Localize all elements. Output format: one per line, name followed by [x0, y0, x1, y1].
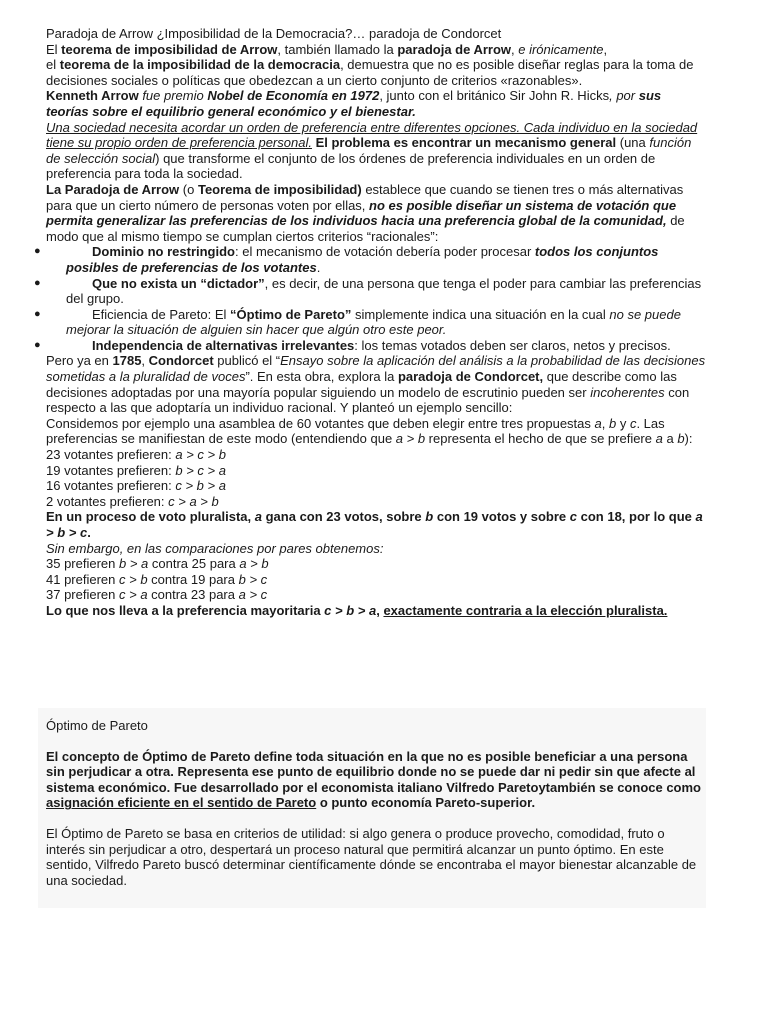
arrow-paradox-paragraph: La Paradoja de Arrow (o Teorema de imposibilidad) establece que cuando se tienen tres o más alternativas para que un cierto número de personas voten por ellas, no es posible diseñar un sistema de votación que permita generalizar las preferencias de los individuos hacia una preferencia global de la comunidad, de modo que al mismo tiempo se cumplan ciertos criterios “racionales”:	[46, 181, 685, 244]
pair-line: 41 prefieren c > b contra 19 para b > c	[46, 571, 268, 587]
social-choice-paragraph: Una sociedad necesita acordar un orden de preferencia entre diferentes opciones. Cada individuo en la sociedad tiene su propio orden de preferencia personal. El problema es encontrar un mecanismo general (una función de selección social) que transforme el conjunto de los órdenes de preferencia individuales en un orden de preferencia para toda la sociedad.	[46, 119, 698, 182]
bullet-icon: ●	[34, 338, 41, 351]
criteria-list	[34, 244, 706, 353]
vote-line: 2 votantes prefieren: c > a > b	[46, 493, 219, 509]
list-item: ● Dominio no restringido: el mecanismo de votación debería poder procesar todos los conjuntos posibles de preferencias de los votantes.	[34, 244, 659, 275]
vote-line: 19 votantes prefieren: b > c > a	[46, 462, 226, 478]
pairwise-intro: Sin embargo, en las comparaciones por pares obtenemos:	[46, 540, 384, 556]
bullet-icon: ●	[34, 245, 41, 258]
vote-line: 23 votantes prefieren: a > c > b	[46, 447, 226, 463]
pairwise-comparisons	[46, 556, 706, 603]
document-heading: Paradoja de Arrow ¿Imposibilidad de la Democracia?… paradoja de Condorcet	[46, 26, 502, 41]
vote-line: 16 votantes prefieren: c > b > a	[46, 478, 226, 494]
list-item: ● Que no exista un “dictador”, es decir, de una persona que tenga el poder para cambiar las preferencias del grupo.	[34, 275, 702, 307]
pareto-title: Óptimo de Pareto	[46, 718, 148, 733]
condorcet-paragraph: Pero ya en 1785, Condorcet publicó el “Ensayo sobre la aplicación del análisis a la probabilidad de las decisiones sometidas a la pluralidad de voces”. En esta obra, explora la paradoja de Condorcet, que describe como las decisiones adoptadas por una mayoría popular siguiendo un modelo de escrutinio pueden ser incoherentes con respecto a las que adoptaría un individuo racional. Y planteó un ejemplo sencillo:	[46, 353, 706, 416]
bullet-icon: ●	[34, 307, 41, 320]
majority-conclusion: Lo que nos lleva a la preferencia mayoritaria c > b > a, exactamente contraria a la elección pluralista.	[46, 602, 668, 618]
plurality-result: En un proceso de voto pluralista, a gana con 23 votos, sobre b con 19 votos y sobre c con 18, por lo que a > b > c.	[46, 509, 703, 540]
pareto-definition-paragraph: El concepto de Óptimo de Pareto define toda situación en la que no es posible beneficiar a una persona sin perjudicar a otra. Representa ese punto de equilibrio donde no se puede dar ni pedir sin que afecte al sistema económico. Fue desarrollado por el economista italiano Vilfredo Paretoytambién se conoce como asignación eficiente en el sentido de Pareto o punto economía Pareto-superior.	[46, 748, 702, 811]
pair-line: 37 prefieren c > a contra 23 para a > c	[46, 587, 268, 603]
pareto-section	[46, 718, 706, 888]
list-item: ● Eficiencia de Pareto: El “Óptimo de Pareto” simplemente indica una situación en la cual no se puede mejorar la situación de alguien sin hacer que algún otro este peor.	[34, 306, 681, 338]
arrow-intro-paragraph: El teorema de imposibilidad de Arrow, también llamado la paradoja de Arrow, e irónicamente, el teorema de la imposibilidad de la democracia, demuestra que no es posible diseñar reglas para la toma de decisiones sociales o políticas que obedezcan a un cierto conjunto de criterios «razonables». Kenneth Arrow fue premio Nobel de Economía en 1972, junto con el británico Sir John R. Hicks, por sus teorías sobre el equilibrio general económico y el bienestar.	[46, 41, 694, 119]
vote-preferences	[46, 447, 706, 509]
example-paragraph: Considemos por ejemplo una asamblea de 60 votantes que deben elegir entre tres propuestas a, b y c. Las preferencias se manifiestan de este modo (entendiendo que a > b representa el hecho de que se prefiere a a b):	[46, 415, 693, 447]
pair-line: 35 prefieren b > a contra 25 para a > b	[46, 556, 269, 572]
document-body	[34, 26, 706, 619]
list-item: ● Independencia de alternativas irrelevantes: los temas votados deben ser claros, netos y precisos.	[34, 337, 671, 353]
pareto-utility-paragraph: El Óptimo de Pareto se basa en criterios de utilidad: si algo genera o produce provecho, comodidad, fruto o interés sin perjudicar a otro, despertará un proceso natural que permitirá alcanzar un punto óptimo. En este sentido, Vilfredo Pareto buscó determinar científicamente dónde se encontraba el mayor bienestar alcanzable de una sociedad.	[46, 825, 697, 888]
bullet-icon: ●	[34, 276, 41, 289]
